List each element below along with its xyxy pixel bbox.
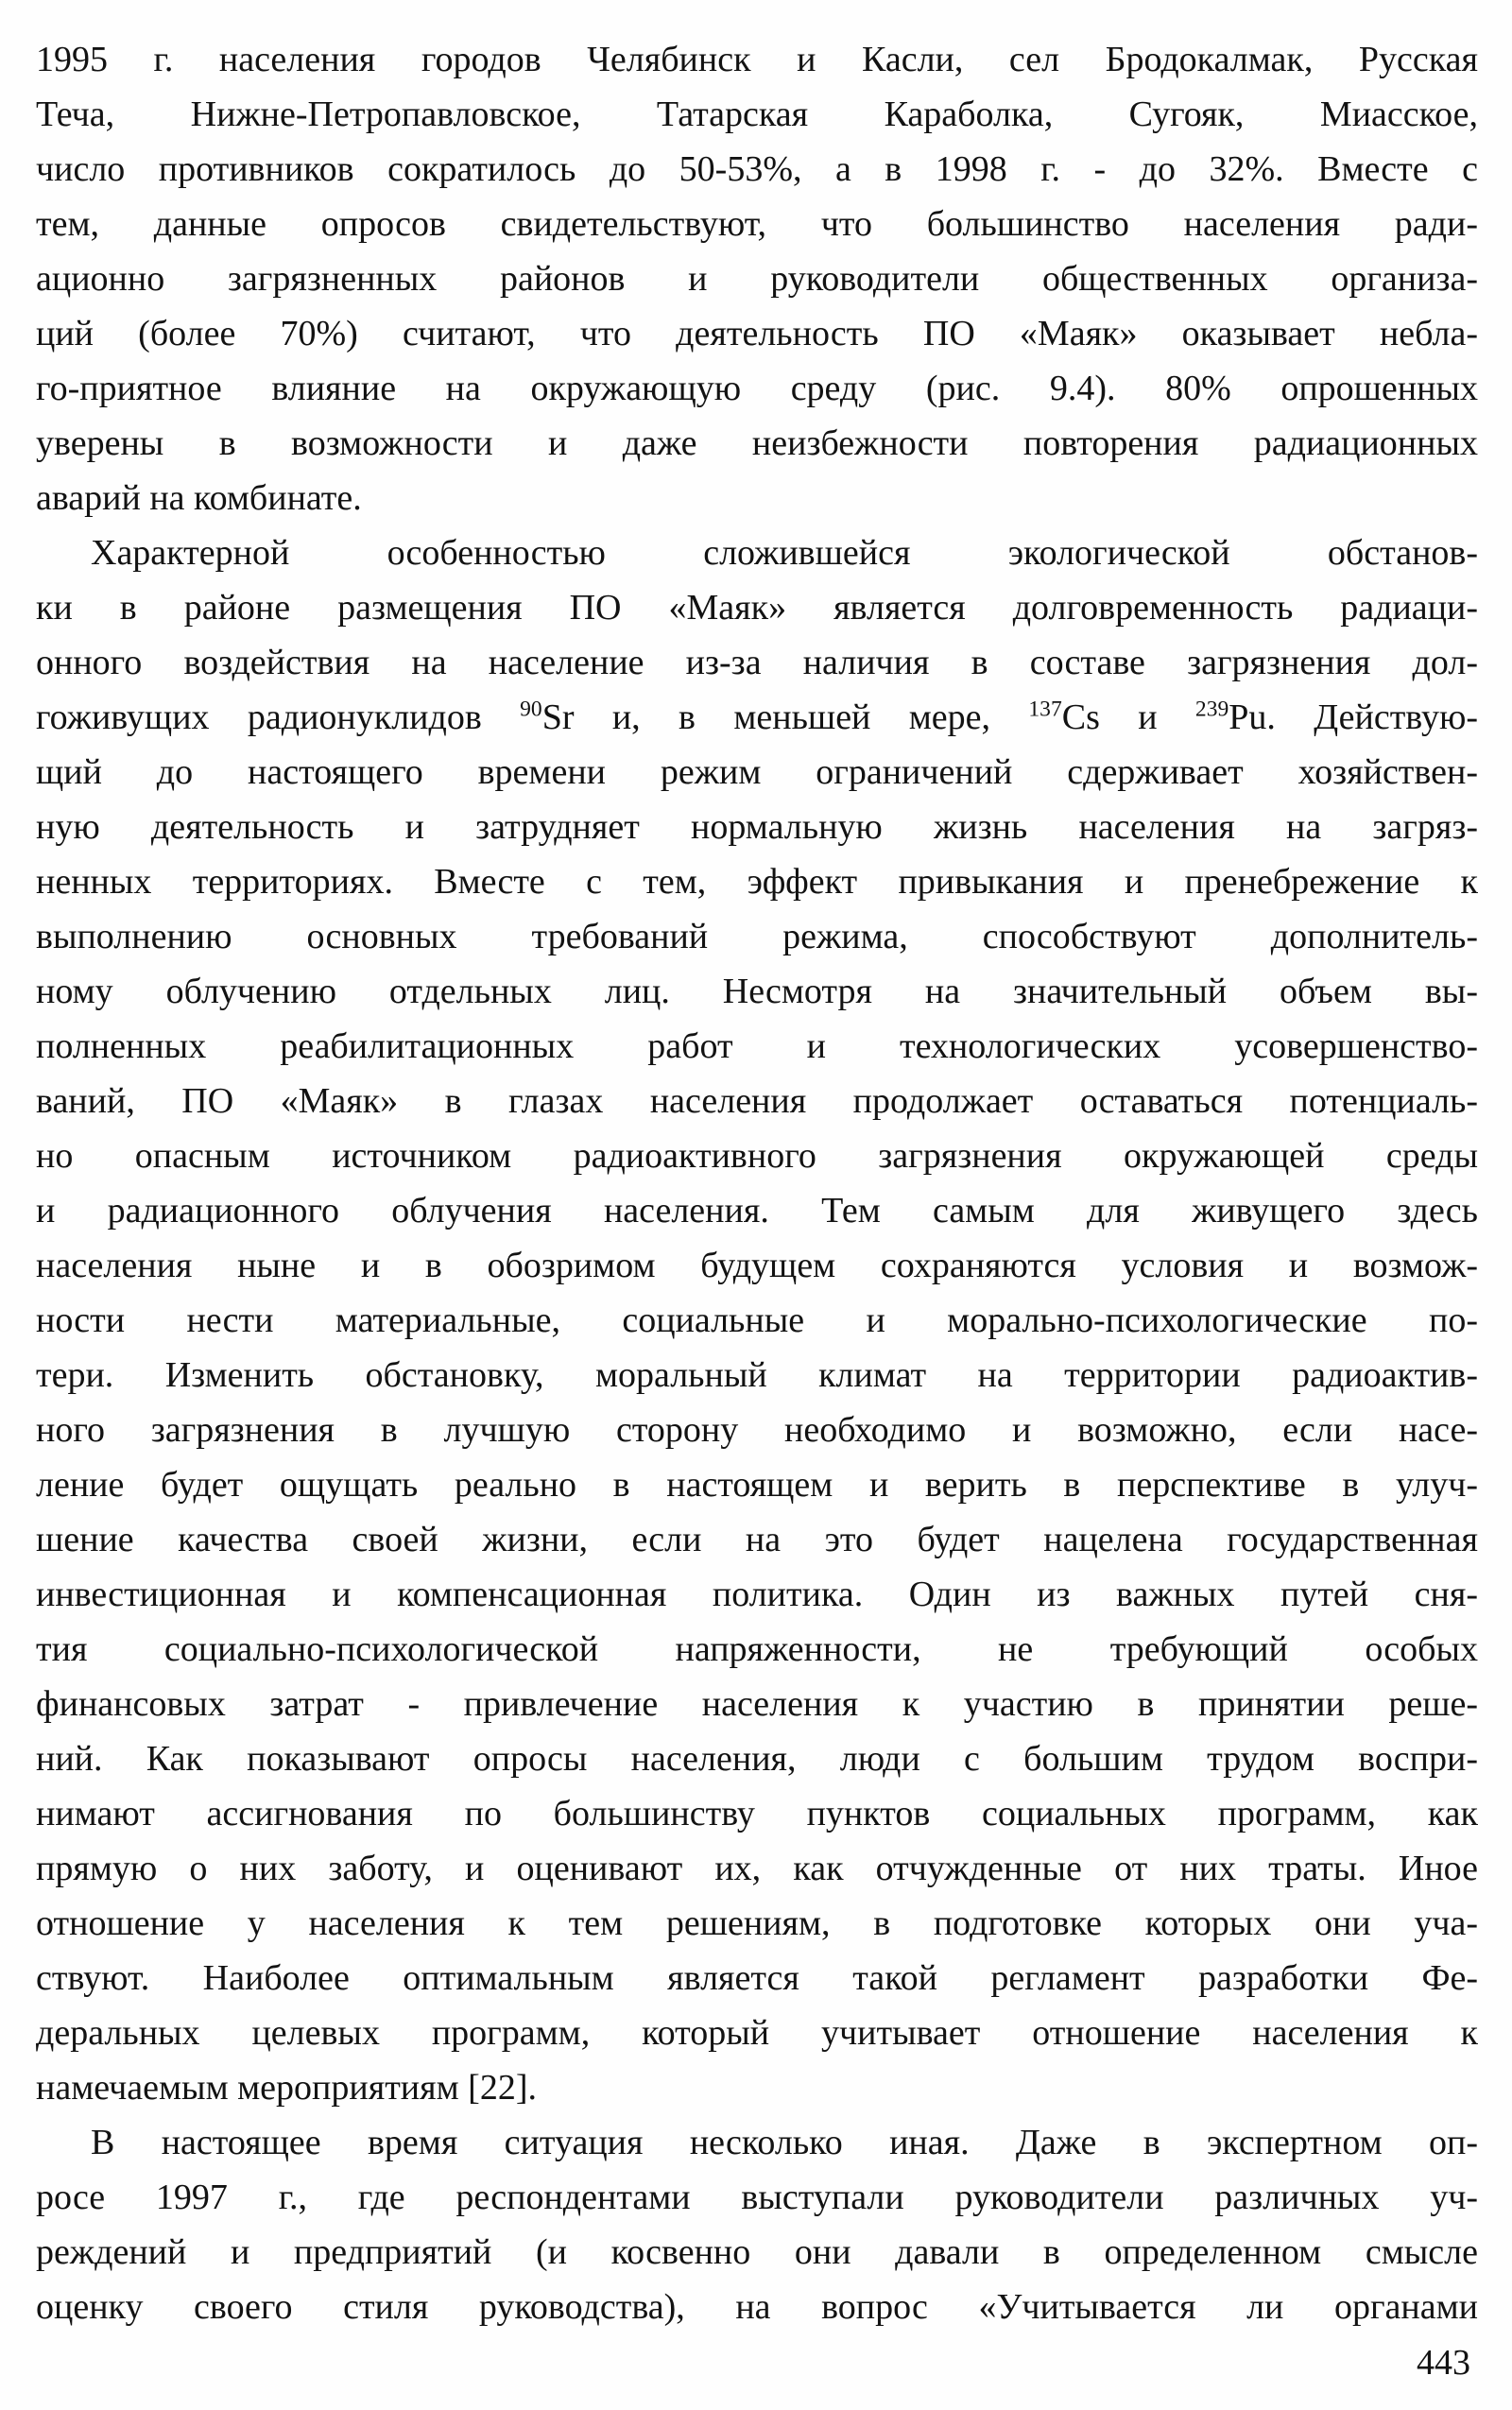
text-line: ности нести материальные, социальные и морально-психологические по- — [36, 1300, 1478, 1340]
page-number: 443 — [1417, 2343, 1470, 2383]
text-line: число противников сократилось до 50-53%, а в 1998 г. - до 32%. Вместе с — [36, 149, 1478, 189]
text-line: ление будет ощущать реально в настоящем и верить в перспективе в улуч- — [36, 1465, 1478, 1505]
text-line: оценку своего стиля руководства), на вопрос «Учитывается ли органами — [36, 2287, 1478, 2327]
text-line: Характерной особенностью сложившейся экологической обстанов- — [91, 533, 1478, 573]
text-line: гоживущих радионуклидов $^{90}$Sr и, в меньшей мере, $^{137}$Cs и $^{239}$Pu. Действую- — [36, 697, 1478, 737]
text-line: финансовых затрат - привлечение населения к участию в принятии реше- — [36, 1684, 1478, 1724]
text-line: ствуют. Наиболее оптимальным является такой регламент разработки Фе- — [36, 1958, 1478, 1998]
text-line: 1995 г. населения городов Челябинск и Касли, сел Бродокалмак, Русская — [36, 40, 1478, 79]
text-line: прямую о них заботу, и оценивают их, как отчужденные от них траты. Иное — [36, 1849, 1478, 1888]
text-line: отношение у населения к тем решениям, в подготовке которых они уча- — [36, 1903, 1478, 1943]
text-line: тем, данные опросов свидетельствуют, что большинство населения ради- — [36, 204, 1478, 244]
text-line: нимают ассигнования по большинству пунктов социальных программ, как — [36, 1794, 1478, 1833]
text-line: ки в районе размещения ПО «Маяк» является долговременность радиаци- — [36, 588, 1478, 628]
text-line: но опасным источником радиоактивного загрязнения окружающей среды — [36, 1136, 1478, 1176]
text-line: тери. Изменить обстановку, моральный климат на территории радиоактив- — [36, 1355, 1478, 1395]
text-line: ную деятельность и затрудняет нормальную жизнь населения на загряз- — [36, 807, 1478, 847]
text-line: ного загрязнения в лучшую сторону необходимо и возможно, если насе- — [36, 1410, 1478, 1450]
text-line: ационно загрязненных районов и руководители общественных организа- — [36, 259, 1478, 299]
text-line: выполнению основных требований режима, способствуют дополнитель- — [36, 917, 1478, 956]
text-line: реждений и предприятий (и косвенно они давали в определенном смысле — [36, 2232, 1478, 2272]
text-line: ций (более 70%) считают, что деятельность ПО «Маяк» оказывает небла- — [36, 314, 1478, 353]
text-line: полненных реабилитационных работ и технологических усовершенство- — [36, 1026, 1478, 1066]
text-line: шение качества своей жизни, если на это будет нацелена государственная — [36, 1520, 1478, 1559]
text-line: го-приятное влияние на окружающую среду (рис. 9.4). 80% опрошенных — [36, 369, 1478, 408]
text-line: щий до настоящего времени режим ограничений сдерживает хозяйствен- — [36, 752, 1478, 792]
text-line: тия социально-психологической напряженности, не требующий особых — [36, 1629, 1478, 1669]
text-line: ваний, ПО «Маяк» в глазах населения продолжает оставаться потенциаль- — [36, 1081, 1478, 1121]
text-line: онного воздействия на население из-за наличия в составе загрязнения дол- — [36, 643, 1478, 682]
text-line: уверены в возможности и даже неизбежности повторения радиационных — [36, 423, 1478, 463]
text-line: ненных территориях. Вместе с тем, эффект привыкания и пренебрежение к — [36, 862, 1478, 902]
text-line: ному облучению отдельных лиц. Несмотря на значительный объем вы- — [36, 972, 1478, 1011]
text-line: и радиационного облучения населения. Тем самым для живущего здесь — [36, 1191, 1478, 1231]
text-line: инвестиционная и компенсационная политика. Один из важных путей сня- — [36, 1575, 1478, 1614]
text-line: аварий на комбинате. — [36, 478, 362, 518]
text-line: росе 1997 г., где респондентами выступали руководители различных уч- — [36, 2178, 1478, 2217]
text-line: населения ныне и в обозримом будущем сохраняются условия и возмож- — [36, 1246, 1478, 1285]
text-line: Теча, Нижне-Петропавловское, Татарская Караболка, Сугояк, Миасское, — [36, 95, 1478, 134]
text-line: В настоящее время ситуация несколько иная. Даже в экспертном оп- — [91, 2123, 1478, 2162]
text-line: ний. Как показывают опросы населения, люди с большим трудом воспри- — [36, 1739, 1478, 1779]
text-line: намечаемым мероприятиям [22]. — [36, 2068, 537, 2108]
text-line: деральных целевых программ, который учитывает отношение населения к — [36, 2013, 1478, 2053]
text-block — [36, 32, 1478, 2334]
